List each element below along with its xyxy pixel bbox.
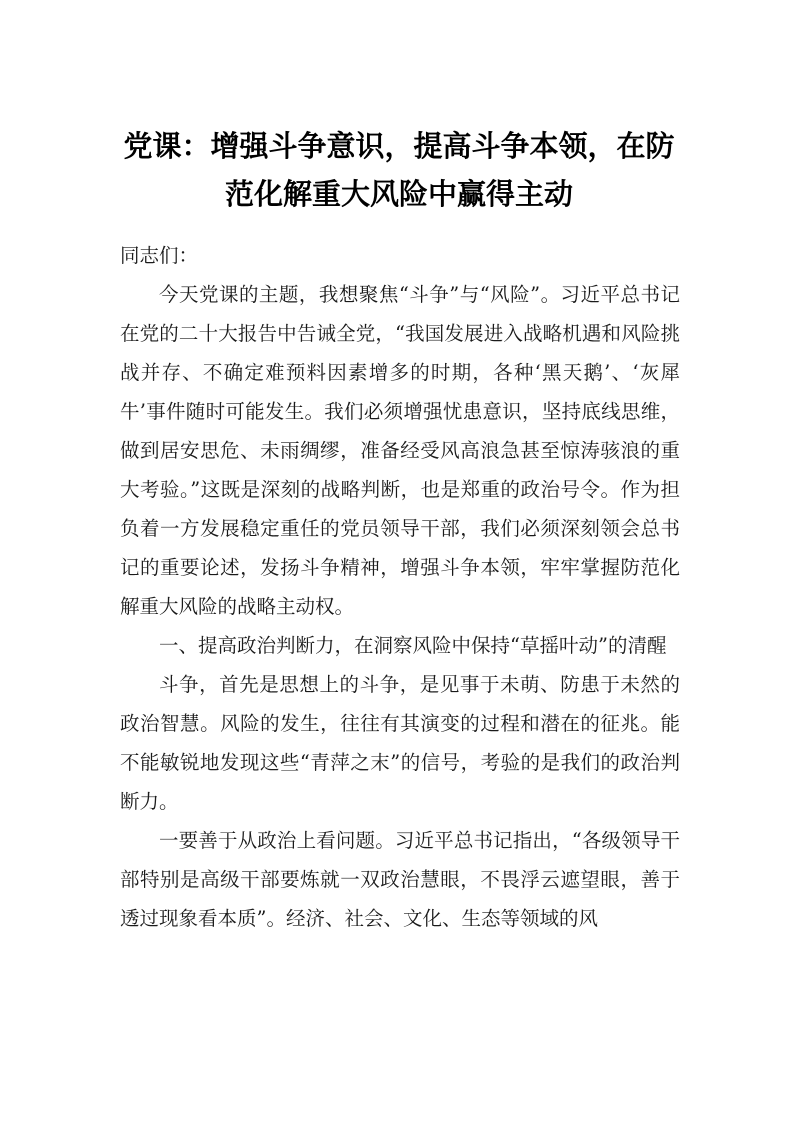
- body-paragraph-political-view: 一要善于从政治上看问题。习近平总书记指出，“各级领导干部特别是高级干部要炼就一双政治慧眼，不畏浮云遮望眼，善于透过现象看本质”。经济、社会、文化、生态等领域的风: [120, 829, 680, 930]
- document-title-line-2: 范化解重大风险中赢得主动: [224, 177, 573, 211]
- salutation: 同志们：: [120, 244, 199, 267]
- document-title: [110, 122, 688, 218]
- document-body: [120, 236, 680, 938]
- section-heading-1: 一、提高政治判断力，在洞察风险中保持“草摇叶动”的清醒: [159, 634, 667, 657]
- body-paragraph-struggle: 斗争，首先是思想上的斗争，是见事于未萌、防患于未然的政治智慧。风险的发生，往往有其演变的过程和潜在的征兆。能不能敏锐地发现这些“青萍之末”的信号，考验的是我们的政治判断力。: [120, 673, 680, 813]
- body-paragraph-intro: 今天党课的主题，我想聚焦“斗争”与“风险”。习近平总书记在党的二十大报告中告诫全党，“我国发展进入战略机遇和风险挑战并存、不确定难预料因素增多的时期，各种‘黑天鹅’、‘灰犀牛’事件随时可能发生。我们必须增强忧患意识，坚持底线思维，做到居安思危、未雨绸缪，准备经受风高浪急甚至惊涛骇浪的重大考验。”这既是深刻的战略判断，也是郑重的政治号令。作为担负着一方发展稳定重任的党员领导干部，我们必须深刻领会总书记的重要论述，发扬斗争精神，增强斗争本领，牢牢掌握防范化解重大风险的战略主动权。: [120, 283, 680, 618]
- document-title-line-1: 党课：增强斗争意识，提高斗争本领，在防: [123, 129, 675, 163]
